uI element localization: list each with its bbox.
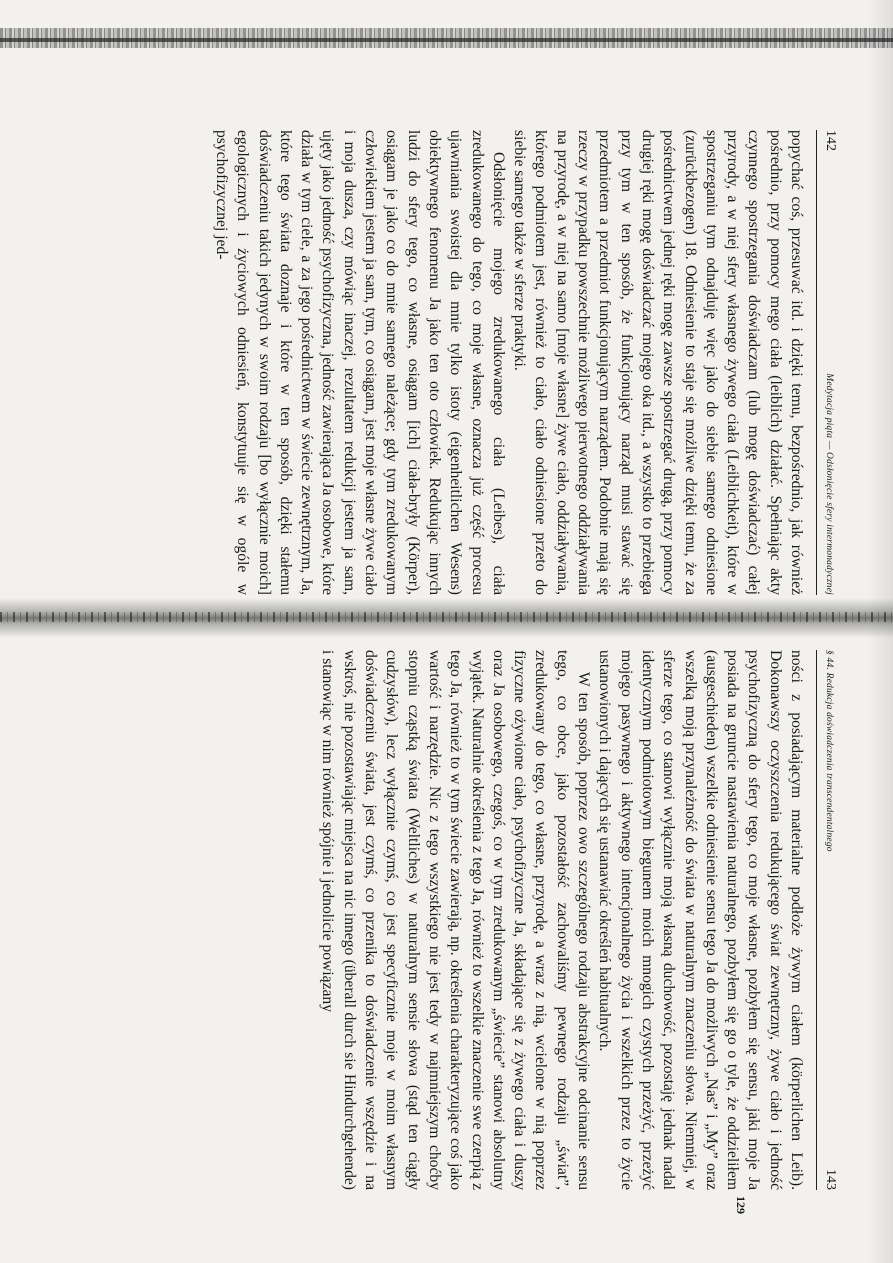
page-body	[211, 130, 807, 595]
gutter-artifact	[0, 612, 893, 622]
page-body	[317, 650, 807, 1190]
running-head: Medytacja piąta — Odsłonięcie sfery intermonadycznej	[824, 373, 834, 595]
margin-number: 129	[734, 1196, 748, 1214]
page-header	[816, 650, 838, 1190]
scan-artifact-top-line	[0, 38, 893, 42]
page-number: 143	[823, 1169, 838, 1190]
paragraph: Odsłonięcie mojego zredukowanego ciała (Leibes), ciała zredukowanego do tego, co moje własne, oznacza już część procesu ujawniania swoistej dla mnie tylko istoty (eigenheitlichen Wesens) obiektywnego fenomenu Ja jako ten oto człowiek. Redukując innych ludzi do sfery tego, co własne, osiągam [ich] ciała-bryły (Körper), osiągam je jako co do mnie samego należące; gdy tym zredukowanym człowiekiem jestem ja sam, tym, co osiągam, jest moje własne żywe ciało i moja dusza, czy mówiąc inaczej, rezultatem redukcji jestem ja sam, ujęty jako jedność psychofizyczna, jedność zawierająca Ja osobowe, które działa w tym ciele, a za jego pośrednictwem w świecie zewnętrznym, Ja, które tego świata doznaje i które w ten sposób, dzięki stałemu doświadczeniu takich jedynych w swoim rodzaju [bo wyłącznie moich] egologicznych i życiowych odniesień, konstytuuje się w ogóle w psychofizycznej jed-	[212, 130, 507, 595]
running-head: § 44. Redukcja doświadczenia transcendentalnego	[824, 650, 834, 852]
paragraph: ności z posiadającym materialne podłoże żywym ciałem (körperlichen Leib). Dokonawszy oczyszczenia redukującego świat zewnętrzny, żywe ciało i jedność psychofizyczną do sfery tego, co moje własne, pozbyłem się sensu, jaki moje Ja posiada na gruncie nastawienia naturalnego, pozbyłem się go o tyle, że oddzieliłem (ausgeschieden) wszelkie odniesienie sensu tego Ja do możliwych „Nas” i „My” oraz wszelką moją przynależność do świata w naturalnym znaczeniu słowa. Niemniej, w sferze tego, co stanowi wyłącznie moją własną duchowość, pozostaję jednak nadal identycznym podmiotowym biegunem moich mnogich czystych przeżyć, przeżyć mojego pasywnego i aktywnego intencjonalnego życia i wszelkich przez to życie ustanowionych i dających się ustanawiać określeń habitualnych.	[596, 650, 805, 1190]
page-header	[816, 130, 838, 595]
page-number: 142	[823, 130, 838, 151]
page-142	[118, 130, 838, 595]
page-143	[118, 650, 838, 1214]
paragraph: popychać coś, przesuwać itd. i dzięki temu, bezpośrednio, jak również pośrednio, przy pomocy mego ciała (leiblich) działać. Spełniając akty czynnego spostrzegania doświadczam (lub mogę doświadczać) całej przyrody, a w niej sfery własnego żywego ciała (Leiblichkeit), które w spostrzeganiu tym odnajduję więc jako do siebie samego odniesione (zurückbezogen) 18. Odniesienie to staje się możliwe dzięki temu, że za pośrednictwem jednej ręki mogę zawsze spostrzegać drugą, przy pomocy drugiej ręki mogę doświadczać mojego oka itd., a wszystko to przebiega przy tym w ten sposób, że funkcjonujący narząd musi stawać się przedmiotem a przedmiot funkcjonującym narządem. Podobnie mają się rzeczy w przypadku powszechnie możliwego pierwotnego oddziaływania na przyrodę, a w niej na samo [moje własne] żywe ciało, oddziaływania, którego podmiotem jest, również to ciało, ciało odniesione przeto do siebie samego także w sferze praktyki.	[511, 130, 805, 595]
paragraph: W ten sposób, poprzez owo szczególnego rodzaju abstrakcyjne odcinanie sensu tego, co obce, jako pozostałość zachowaliśmy pewnego rodzaju „świat”, zredukowany do tego, co własne, przyrodę, a wraz z nią, wcielone w nią poprzez fizyczne ożywione ciało, psychofizyczne Ja, składające się z żywego ciała i duszy oraz Ja osobowego, czegoś, co w tym zredukowanym „świecie” stanowi absolutny wyjątek. Naturalnie określenia z tego Ja, również to wszelkie znaczenie swe czerpią z tego Ja, również to w tym świecie zawierają, np. określenia charakteryzujące coś jako wartość i narzędzie. Nic z tego wszystkiego nie jest tedy w najmniejszym choćby stopniu cząstką świata (Weltliches) w naturalnym sensie słowa (stąd ten ciągły cudzysłów), lecz wyłącznie czymś, co jest specyficznie moje w moim własnym doświadczeniu świata, jest czymś, co przenika to doświadczenie wszędzie i na wskroś, nie pozostawiając miejsca na nic innego (überall durch sie Hindurchgehende) i stanowiąc w nim również spójnie i jednolicie powiązany	[319, 650, 593, 1190]
page-edge-shadow	[867, 0, 893, 1263]
